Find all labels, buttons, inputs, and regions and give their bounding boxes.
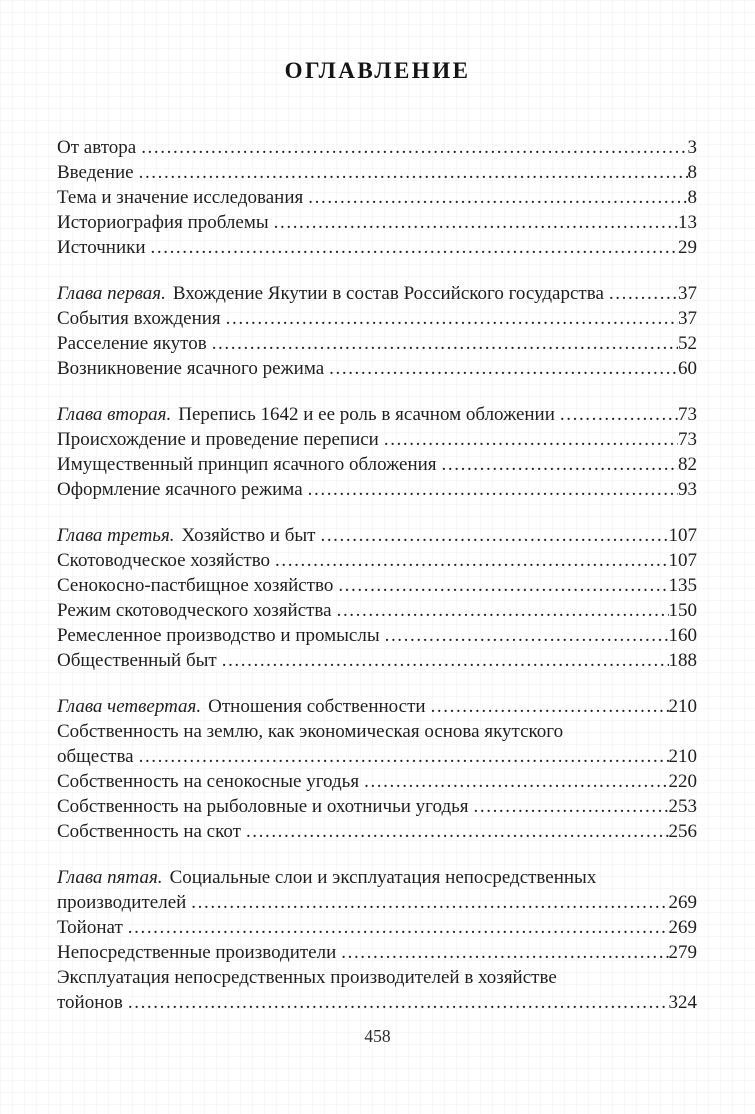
entry-title: Перепись 1642 и ее роль в ясачном обложении (178, 404, 555, 425)
entry-page-number: 13 (678, 212, 697, 233)
entry-title: События вхождения (57, 308, 221, 329)
dot-leader (275, 548, 668, 573)
entry-title: Историография проблемы (57, 212, 269, 233)
entry-page-number: 8 (687, 187, 697, 208)
entry-title: Введение (57, 162, 134, 183)
entry-page-number: 82 (678, 454, 697, 475)
toc-section (57, 135, 697, 260)
entry-title: общества (57, 746, 134, 767)
entry-page-number: 37 (678, 283, 697, 304)
entry-title: Общественный быт (57, 650, 217, 671)
toc-entry (57, 235, 697, 260)
page-title: ОГЛАВЛЕНИЕ (284, 58, 471, 83)
toc-entry (57, 940, 697, 965)
toc-entry (57, 402, 697, 427)
entry-title: Эксплуатация непосредственных производителей в хозяйстве (57, 967, 557, 988)
toc-entry (57, 648, 697, 673)
toc-section (57, 523, 697, 673)
dot-leader (560, 402, 678, 427)
dot-leader (384, 427, 678, 452)
entry-page-number: 220 (668, 771, 697, 792)
dot-leader (246, 819, 669, 844)
toc-entry (57, 573, 697, 598)
toc-entry (57, 210, 697, 235)
chapter-label: Глава пятая. (57, 867, 163, 888)
chapter-label: Глава вторая. (57, 404, 172, 425)
table-of-contents (57, 135, 697, 1015)
entry-title: Тойонат (57, 917, 123, 938)
dot-leader (308, 185, 687, 210)
dot-leader (191, 890, 668, 915)
chapter-label: Глава четвертая. (57, 696, 202, 717)
toc-entry (57, 523, 697, 548)
dot-leader (364, 769, 668, 794)
dot-leader (609, 281, 678, 306)
toc-section (57, 865, 697, 1015)
entry-title: Режим скотоводческого хозяйства (57, 600, 332, 621)
toc-entry (57, 306, 697, 331)
entry-page-number: 210 (668, 696, 697, 717)
entry-page-number: 150 (668, 600, 697, 621)
toc-entry (57, 769, 697, 794)
toc-section (57, 694, 697, 844)
entry-title: Возникновение ясачного режима (57, 358, 325, 379)
dot-leader (274, 210, 678, 235)
dot-leader (128, 990, 669, 1015)
toc-entry (57, 185, 697, 210)
entry-title: От автора (57, 137, 137, 158)
entry-title: Собственность на сенокосные угодья (57, 771, 360, 792)
entry-title: Имущественный принцип ясачного обложения (57, 454, 437, 475)
entry-page-number: 93 (678, 479, 697, 500)
entry-page-number: 29 (678, 237, 697, 258)
entry-page-number: 324 (668, 992, 697, 1013)
toc-entry (57, 548, 697, 573)
toc-entry (57, 990, 697, 1015)
entry-title: Происхождение и проведение переписи (57, 429, 379, 450)
entry-page-number: 52 (678, 333, 697, 354)
entry-page-number: 60 (678, 358, 697, 379)
entry-page-number: 269 (668, 917, 697, 938)
toc-entry (57, 965, 697, 990)
dot-leader (474, 794, 669, 819)
dot-leader (341, 940, 668, 965)
entry-page-number: 256 (668, 821, 697, 842)
entry-page-number: 279 (668, 942, 697, 963)
entry-page-number: 107 (668, 525, 697, 546)
footer-page-number: 458 (364, 1026, 391, 1046)
entry-title: тойонов (57, 992, 123, 1013)
entry-title: Вхождение Якутии в состав Российского государства (172, 283, 604, 304)
dot-leader (442, 452, 678, 477)
dot-leader (337, 598, 669, 623)
dot-leader (329, 356, 678, 381)
entry-title: Социальные слои и эксплуатация непосредственных (169, 867, 597, 888)
toc-entry (57, 331, 697, 356)
entry-title: производителей (57, 892, 187, 913)
dot-leader (222, 648, 669, 673)
entry-page-number: 269 (668, 892, 697, 913)
entry-page-number: 8 (687, 162, 697, 183)
toc-section (57, 281, 697, 381)
entry-page-number: 160 (668, 625, 697, 646)
toc-entry (57, 160, 697, 185)
toc-entry (57, 694, 697, 719)
dot-leader (338, 573, 668, 598)
toc-entry (57, 281, 697, 306)
chapter-label: Глава первая. (57, 283, 166, 304)
entry-page-number: 135 (668, 575, 697, 596)
entry-title: Расселение якутов (57, 333, 207, 354)
dot-leader (212, 331, 678, 356)
toc-entry (57, 598, 697, 623)
entry-page-number: 37 (678, 308, 697, 329)
dot-leader (141, 135, 687, 160)
toc-entry (57, 135, 697, 160)
entry-page-number: 73 (678, 429, 697, 450)
entry-title: Сенокосно-пастбищное хозяйство (57, 575, 334, 596)
entry-page-number: 210 (668, 746, 697, 767)
dot-leader (431, 694, 669, 719)
entry-page-number: 73 (678, 404, 697, 425)
entry-title: Собственность на землю, как экономическая основа якутского (57, 721, 564, 742)
toc-entry (57, 477, 697, 502)
entry-title: Скотоводческое хозяйство (57, 550, 271, 571)
entry-title: Собственность на скот (57, 821, 241, 842)
entry-page-number: 188 (668, 650, 697, 671)
toc-entry (57, 623, 697, 648)
toc-entry (57, 890, 697, 915)
toc-entry (57, 427, 697, 452)
toc-entry (57, 819, 697, 844)
entry-title: Источники (57, 237, 146, 258)
toc-entry (57, 356, 697, 381)
entry-page-number: 3 (687, 137, 697, 158)
toc-section (57, 402, 697, 502)
toc-entry (57, 915, 697, 940)
entry-title: Собственность на рыболовные и охотничьи угодья (57, 796, 469, 817)
dot-leader (139, 744, 669, 769)
toc-entry (57, 452, 697, 477)
entry-title: Непосредственные производители (57, 942, 337, 963)
dot-leader (151, 235, 678, 260)
dot-leader (139, 160, 688, 185)
entry-page-number: 253 (668, 796, 697, 817)
toc-entry (57, 719, 697, 744)
chapter-label: Глава третья. (57, 525, 175, 546)
toc-entry (57, 744, 697, 769)
entry-title: Ремесленное производство и промыслы (57, 625, 380, 646)
entry-title: Тема и значение исследования (57, 187, 304, 208)
toc-entry (57, 865, 697, 890)
toc-entry (57, 794, 697, 819)
dot-leader (320, 523, 668, 548)
entry-page-number: 107 (668, 550, 697, 571)
dot-leader (128, 915, 669, 940)
dot-leader (308, 477, 678, 502)
entry-title: Хозяйство и быт (181, 525, 316, 546)
dot-leader (226, 306, 678, 331)
entry-title: Отношения собственности (208, 696, 426, 717)
entry-title: Оформление ясачного режима (57, 479, 303, 500)
dot-leader (385, 623, 669, 648)
